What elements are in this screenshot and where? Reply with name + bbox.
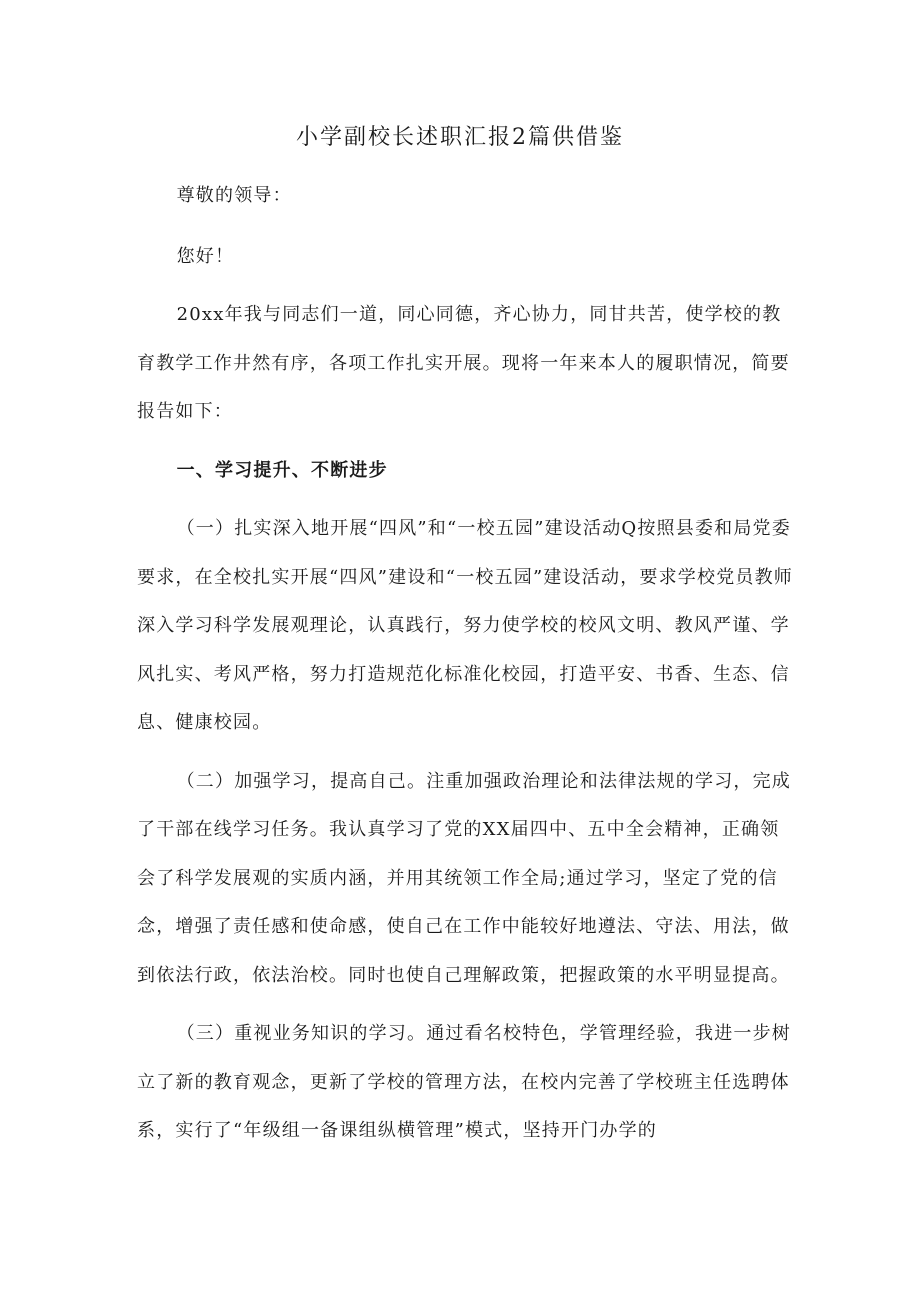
salutation: 尊敬的领导： [176,185,292,206]
document-title: 小学副校长述职汇报2篇供借鉴 [296,125,624,150]
paragraph-3: （三）重视业务知识的学习。通过看名校特色，学管理经验，我进一步树立了新的教育观念，更新了学校的管理方法，在校内完善了学校班主任选聘体系，实行了“年级组一备课组纵横管理”模式，坚持开门办学的 [137,1023,791,1141]
section-heading: 一、学习提升、不断进步 [176,459,388,481]
greeting: 您好！ [176,245,235,267]
paragraph-1: （一）扎实深入地开展“四风”和“一校五园”建设活动Q按照县委和局党委要求，在全校扎实开展“四风”建设和“一校五园”建设活动，要求学校党员教师深入学习科学发展观理论，认真践行，努力使学校的校风文明、教风严谨、学风扎实、考风严格，努力打造规范化标准化校园，打造平安、书香、生态、信息、健康校园。 [137,518,794,733]
document-body [137,172,797,1156]
intro-paragraph: 20xx年我与同志们一道，同心同德，齐心协力，同甘共苦，使学校的教育教学工作井然有序，各项工作扎实开展。现将一年来本人的履职情况，简要报告如下： [137,304,790,422]
paragraph-2: （二）加强学习，提高自己。注重加强政治理论和法律法规的学习，完成了干部在线学习任务。我认真学习了党的XX届四中、五中全会精神，正确领会了科学发展观的实质内涵，并用其统领工作全局;通过学习，坚定了党的信念，增强了责任感和使命感，使自己在工作中能较好地遵法、守法、用法，做到依法行政，依法治校。同时也使自己理解政策，把握政策的水平明显提高。 [137,770,791,986]
